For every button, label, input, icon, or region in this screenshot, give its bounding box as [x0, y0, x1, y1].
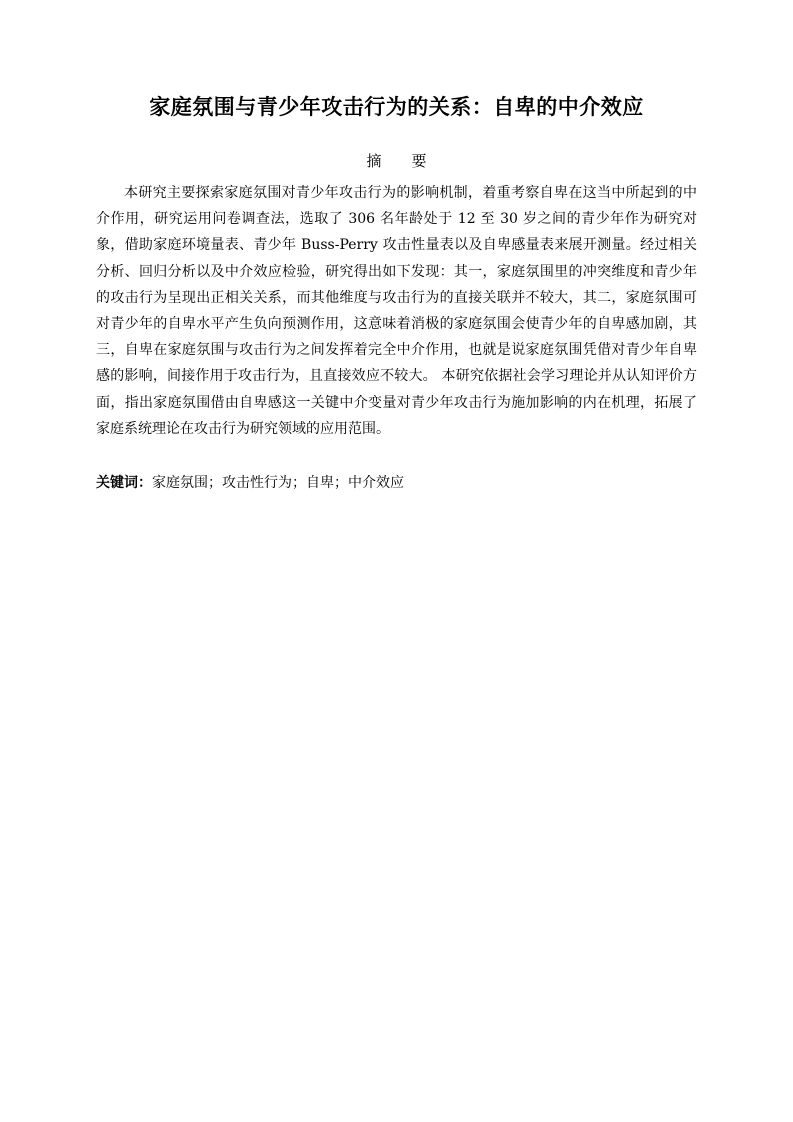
keywords-label: 关键词： — [96, 475, 152, 491]
keywords-text: 家庭氛围；攻击性行为；自卑；中介效应 — [152, 475, 404, 491]
paper-title: 家庭氛围与青少年攻击行为的关系：自卑的中介效应 — [149, 95, 644, 119]
abstract-heading: 摘要 — [366, 152, 457, 170]
keywords-line — [96, 471, 697, 495]
abstract-body: 本研究主要探索家庭氛围对青少年攻击行为的影响机制，着重考察自卑在这当中所起到的中介作用，研究运用问卷调查法，选取了 306 名年龄处于 12 至 30 岁之间的青少年作为研究对象，借助家庭环境量表、青少年 Buss-Perry 攻击性量表以及自卑感量表来展开测量。经过相关分析、回归分析以及中介效应检验，研究得出如下发现：其一，家庭氛围里的冲突维度和青少年的攻击行为呈现出正相关关系，而其他维度与攻击行为的直接关联并不较大，其二，家庭氛围可对青少年的自卑水平产生负向预测作用，这意味着消极的家庭氛围会使青少年的自卑感加剧，其三，自卑在家庭氛围与攻击行为之间发挥着完全中介作用，也就是说家庭氛围凭借对青少年自卑感的影响，间接作用于攻击行为，且直接效应不较大。 本研究依据社会学习理论并从认知评价方面，指出家庭氛围借由自卑感这一关键中介变量对青少年攻击行为施加影响的内在机理，拓展了家庭系统理论在攻击行为研究领域的应用范围。 — [96, 185, 697, 437]
